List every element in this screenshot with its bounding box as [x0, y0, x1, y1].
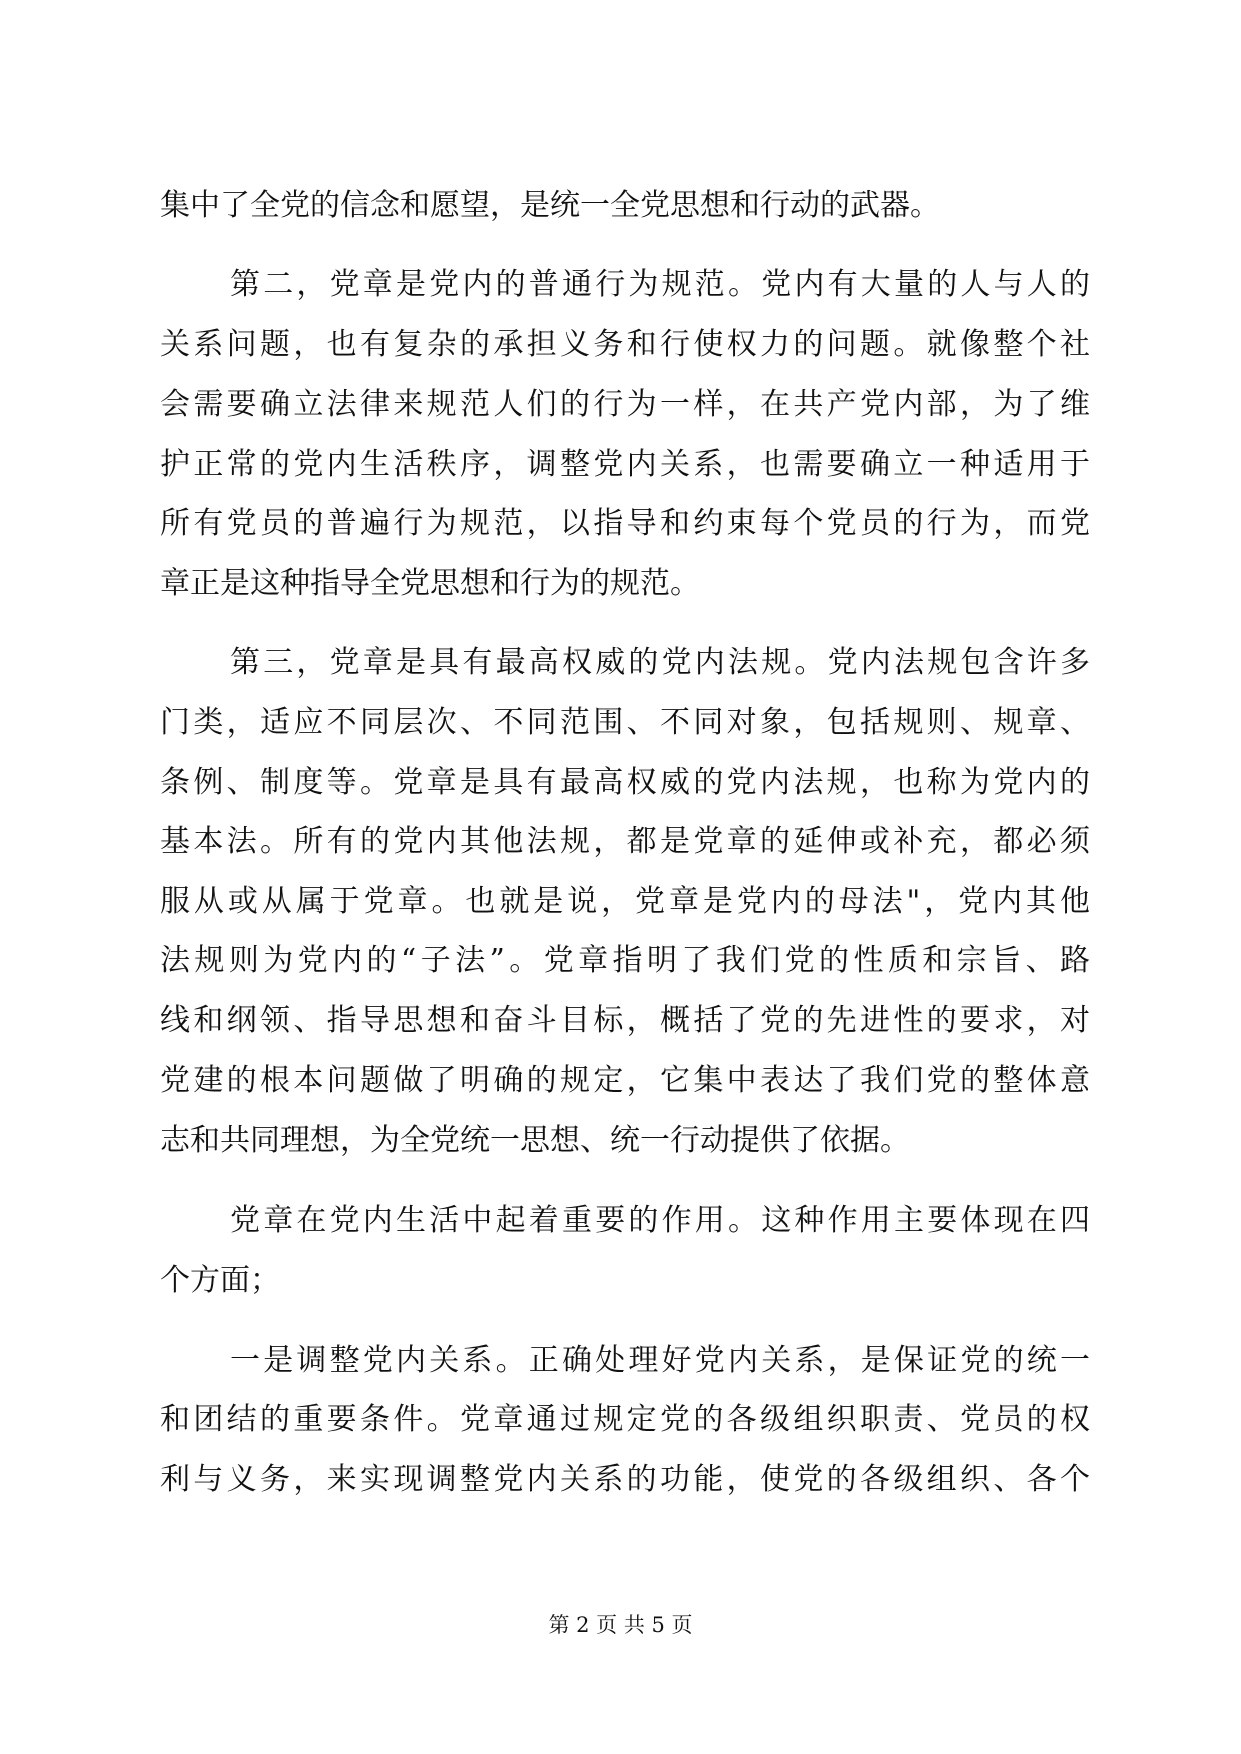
text-line: 第三，党章是具有最高权威的党内法规。党内法规包含许多 — [230, 645, 1090, 680]
text-line: 第二，党章是党内的普通行为规范。党内有大量的人与人的 — [230, 267, 1090, 302]
page-number: 第 2 页 共 5 页 — [548, 1613, 693, 1637]
text-line: 关系问题，也有复杂的承担义务和行使权力的问题。就像整个社 — [160, 327, 1090, 362]
text-line: 利与义务，来实现调整党内关系的功能，使党的各级组织、各个 — [160, 1462, 1090, 1497]
text-line: 会需要确立法律来规范人们的行为一样，在共产党内部，为了维 — [160, 387, 1090, 422]
text-line: 护正常的党内生活秩序，调整党内关系，也需要确立一种适用于 — [160, 447, 1090, 482]
text-line: 所有党员的普遍行为规范，以指导和约束每个党员的行为，而党 — [160, 506, 1090, 541]
text-line: 法规则为党内的“子法”。党章指明了我们党的性质和宗旨、路 — [160, 943, 1090, 978]
text-line: 服从或从属于党章。也就是说，党章是党内的母法"，党内其他 — [160, 884, 1090, 919]
text-line: 志和共同理想，为全党统一思想、统一行动提供了依据。 — [160, 1123, 910, 1158]
text-line: 党章在党内生活中起着重要的作用。这种作用主要体现在四 — [230, 1203, 1090, 1238]
text-line: 门类，适应不同层次、不同范围、不同对象，包括规则、规章、 — [160, 705, 1090, 740]
text-line: 个方面； — [160, 1263, 280, 1298]
text-line: 和团结的重要条件。党章通过规定党的各级组织职责、党员的权 — [160, 1402, 1090, 1437]
text-line: 党建的根本问题做了明确的规定，它集中表达了我们党的整体意 — [160, 1063, 1090, 1098]
text-line: 章正是这种指导全党思想和行为的规范。 — [160, 566, 700, 601]
text-line: 一是调整党内关系。正确处理好党内关系，是保证党的统一 — [230, 1343, 1090, 1378]
text-line: 基本法。所有的党内其他法规，都是党章的延伸或补充，都必须 — [160, 824, 1090, 859]
text-line: 集中了全党的信念和愿望，是统一全党思想和行动的武器。 — [160, 188, 940, 223]
text-line: 条例、制度等。党章是具有最高权威的党内法规，也称为党内的 — [160, 765, 1090, 800]
text-line: 线和纲领、指导思想和奋斗目标，概括了党的先进性的要求，对 — [160, 1003, 1090, 1038]
